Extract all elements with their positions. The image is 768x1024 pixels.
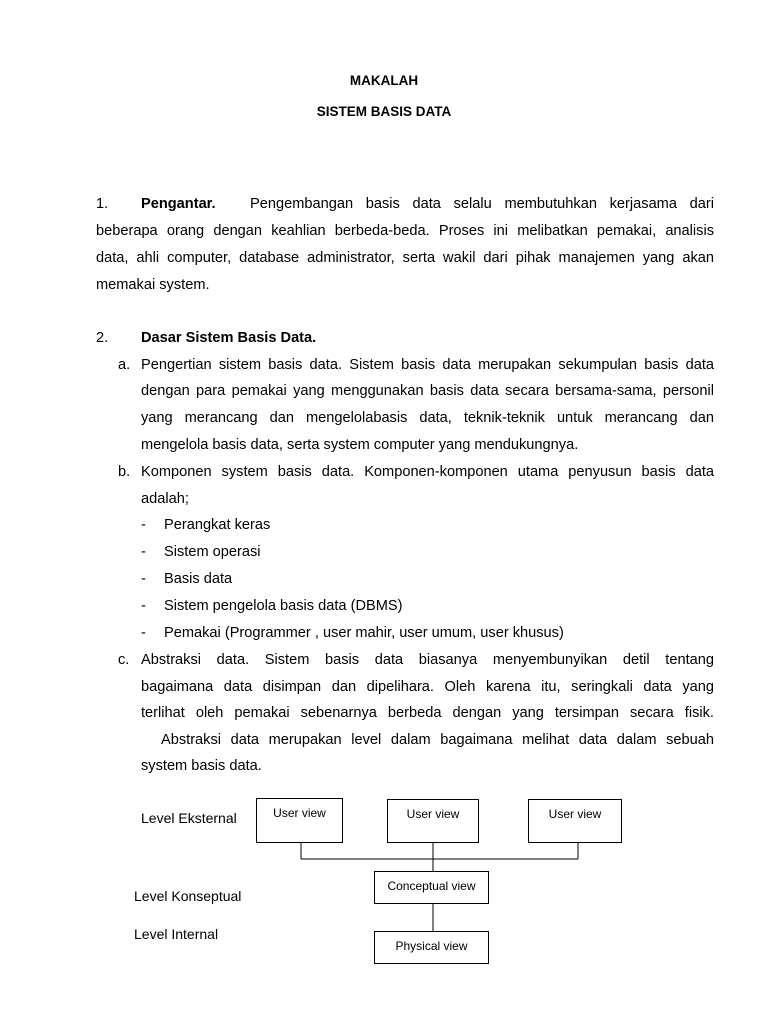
level-internal-label: Level Internal (134, 926, 219, 942)
physical-view-box (374, 931, 489, 964)
bullet-marker: - (141, 517, 146, 533)
bullet-marker: - (141, 625, 146, 641)
user-view-box (256, 798, 343, 843)
document-subtitle: SISTEM BASIS DATA (316, 104, 452, 119)
user-view-label: User view (406, 807, 460, 821)
section-1-heading: Pengantar. (141, 196, 216, 212)
user-view-box (387, 799, 479, 843)
item-a-line: mengelola basis data, serta system computer yang mendukungnya. (141, 437, 579, 453)
bullet-item: Perangkat keras (164, 517, 271, 533)
bullet-item: Sistem operasi (164, 544, 261, 560)
bullet-item: Pemakai (Programmer , user mahir, user umum, user khusus) (164, 625, 564, 641)
section-1-number: 1. (96, 196, 109, 212)
item-a-line: dengan para pemakai yang menggunakan basis data secara bersama-sama, personil (141, 383, 714, 399)
bullet-item: Basis data (164, 571, 233, 587)
item-b-line: adalah; (141, 491, 189, 507)
level-conceptual-label: Level Konseptual (134, 888, 242, 904)
user-view-box (528, 799, 622, 843)
item-b-line: Komponen system basis data. Komponen-komponen utama penyusun basis data (141, 464, 714, 480)
bullet-marker: - (141, 598, 146, 614)
item-c-line: bagaimana data disimpan dan dipelihara. Oleh karena itu, seringkali data yang (141, 679, 714, 695)
section-1-line: memakai system. (96, 277, 210, 293)
item-c-line: system basis data. (141, 758, 262, 774)
bullet-marker: - (141, 544, 146, 560)
section-2-heading: Dasar Sistem Basis Data. (141, 330, 317, 346)
user-view-label: User view (273, 806, 326, 820)
bullet-item: Sistem pengelola basis data (DBMS) (164, 598, 403, 614)
section-1-line: data, ahli computer, database administrator, serta wakil dari pihak manajemen yang akan (96, 250, 714, 266)
item-c-marker: c. (118, 652, 130, 668)
bullet-marker: - (141, 571, 146, 587)
item-a-line: yang merancang dan mengelolabasis data, teknik-teknik untuk merancang dan (141, 410, 714, 426)
item-c-line: terlihat oleh pemakai sebenarnya berbeda dengan yang tersimpan secara fisik. (141, 705, 714, 721)
item-c-line: Abstraksi data merupakan level dalam bagaimana melihat data dalam sebuah (161, 732, 714, 748)
section-1-line: beberapa orang dengan keahlian berbeda-beda. Proses ini melibatkan pemakai, analisis (96, 223, 714, 239)
item-b-marker: b. (118, 464, 131, 480)
section-2-number: 2. (96, 330, 109, 346)
item-a-line: Pengertian sistem basis data. Sistem basis data merupakan sekumpulan basis data (141, 357, 714, 373)
user-view-label: User view (548, 807, 602, 821)
document-title: MAKALAH (349, 73, 419, 88)
section-1-line: Pengembangan basis data selalu membutuhkan kerjasama dari (250, 196, 714, 212)
physical-view-label: Physical view (395, 939, 468, 953)
item-c-line: Abstraksi data. Sistem basis data biasanya menyembunyikan detil tentang (141, 652, 714, 668)
level-external-label: Level Eksternal (141, 810, 237, 826)
item-a-marker: a. (118, 357, 131, 373)
conceptual-view-box (374, 871, 489, 904)
conceptual-view-label: Conceptual view (387, 879, 476, 893)
